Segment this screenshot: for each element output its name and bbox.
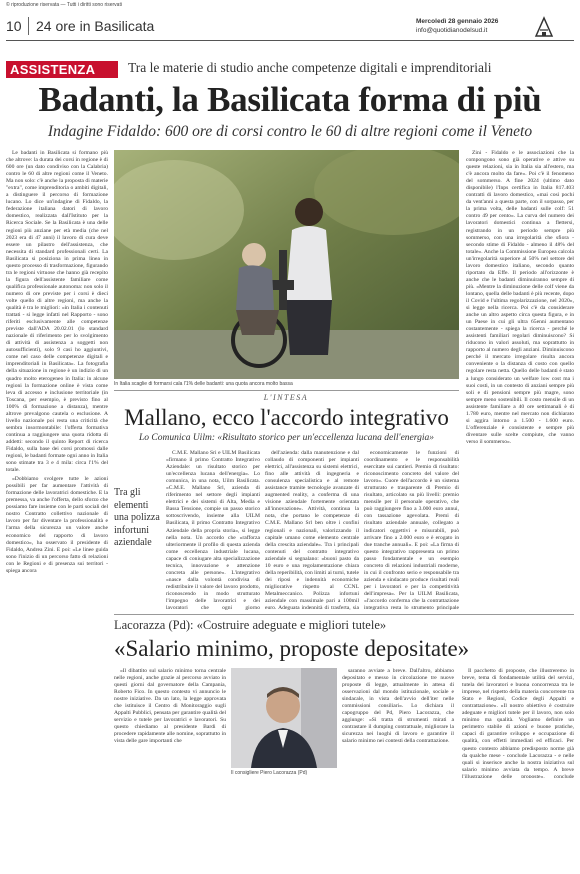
salario-top-rule xyxy=(114,614,574,615)
topic-badge-label: ASSISTENZA xyxy=(10,62,96,77)
main-article-col1 xyxy=(6,150,108,615)
masthead xyxy=(6,14,574,54)
salario-headline: «Salario minimo, proposte depositate» xyxy=(114,636,470,661)
intesa-col3-text: economicamente le funzioni di coordinamento e le responsabilità esercitate sui cantieri. Premio di risultato: riconoscimento concreto del valore del lavoro». Cuore dell'accordo è un sistema strutturato e trasparente di Premio di risultato, articolato su più livelli: premio mensile per il personale operativo, che può raggiungere fino a 3.000 euro annui, con tassazione agevolata. Premi di risultato aziendale annuale, collegato a indicatori oggettivi e misurabili, può arrivare fino a 2.000 euro e è erogato in due tranche annuali». E poi: «La firma di questo integrativo rappresenta un primo passo fondamentale e un esempio concreto di relazioni industriali moderne, in cui il confronto serio e responsabile tra azienda e sindacato produce risultati reali per i lavoratori e per la competitività dell'impresa». Per la UILM Basilicata, «l'accordo conferma che la contrattazione integrativa resta lo strumento principale xyxy=(364,450,459,610)
page-number: 10 xyxy=(6,18,22,34)
intesa-col1 xyxy=(166,450,260,610)
salario-col2 xyxy=(342,668,454,778)
newspaper-logo-icon xyxy=(534,16,554,43)
main-photo xyxy=(114,150,459,379)
section-title: 24 ore in Basilicata xyxy=(36,18,155,34)
intesa-headline: Mallano, ecco l'accordo integrativo xyxy=(124,405,449,430)
topic-badge xyxy=(6,61,118,78)
salario-kicker: Lacorazza (Pd): «Costruire adeguate e migliori tutele» xyxy=(114,618,387,632)
masthead-divider xyxy=(28,17,29,35)
copyright-line: © riproduzione riservata — Tutti i diritti sono riservati xyxy=(6,2,122,8)
salario-col1 xyxy=(114,668,226,778)
main-article-para2: «Dobbiamo svolgere tutte le azioni possibili per far aumentare l'attività di formazione delle lavoratrici domestiche. E la premessa, va anche l'offerta, dello sforzo che possiamo fare insieme con le parti sociali del nostro Contratto collettivo nazionale di lavoro per far diventare la professionalità e l'arma della sicurezza un valore anche economico del rapporto di lavoro domestico», ha osservato il presidente di Fidaldo, Andrea Zini. E poi: «Le linee guida sono l'inizio di un percorso fatto di relazioni con le Regioni e di presenza sui territori - spiega ancora xyxy=(6,476,108,574)
intesa-top-rule xyxy=(114,390,459,391)
salario-photo xyxy=(231,668,337,768)
intesa-col1-text: C.M.E. Mallano Sri e UILM Basilicata «firmano il primo Contratto Integrativo Aziendale: un risultato storico per un'eccellenza lucana dell'energia». Lo comunica, in una nota, Uilm Basilicata. «C.M.E. Mallano Srl, azienda di riferimento nel settore degli impianti elettrici e dei sistemi di Alta, Media e Bassa Tensione, compie un passo storico sottoscrivendo, insieme alla UILM Basilicata, il primo Contratto Integrativo Aziendale della propria storia», si legge nella nota. Un accordo che «rafforza ulteriormente il profilo di questa azienda come eccellenza industriale lucana, capace di coniugare alta specializzazione tecnica, innovazione e attenzione concreta alle persone». L'integrativo «nasce dalla volontà condivisa di redistribuire il valore del lavoro prodotto, riconoscendo in modo strutturato l'impegno delle lavoratrici e dei lavoratori che ogni giorno xyxy=(166,450,260,610)
salario-photo-caption: Il consigliere Piero Lacorazza (Pd) xyxy=(231,770,308,776)
intesa-col2-text: dell'azienda: dalla manutenzione e dal collaudo di componenti per impianti elettrici, all'assistenza su sistemi elettrici, fino alle attività di ingegneria e consulenza specialistica e al remote assistance tramite tecnologie avanzate di augmented reality, a conferma di una visione aziendale fortemente orientata all'innovazione». Attività, continua la nota, che portano le competenze di C.M.E. Mallano Srl ben oltre i confini regionali e nazionali, valorizzando il capitale umano come elemento centrale della crescita aziendale». Tra i principali contenuti del contratto integrativo aziendale si segnalano: «buoni pasto da 10 euro e una regolamentazione chiara della reperibilità, con limiti ai turni, tutele dei riposi e indennità economiche migliorative rispetto al CCNL Metalmeccanico. Polizza infortuni aziendale con massimale pari a 100mil euro. Adeguata indennità di trasferta, sia xyxy=(265,450,359,610)
issue-date: Mercoledì 28 gennaio 2026 xyxy=(416,18,499,25)
main-subheadline: Indagine Fidaldo: 600 ore di corsi contro le 60 di altre regioni come il Veneto xyxy=(47,123,533,140)
contact-email[interactable]: info@quotidianodelsud.it xyxy=(416,27,488,34)
masthead-rule xyxy=(6,40,574,41)
main-article-col1-continued xyxy=(6,615,108,775)
intesa-subheadline: Lo Comunica Uilm: «Risultato storico per un'eccellenza lucana dell'energia» xyxy=(138,433,434,443)
intesa-pull-quote: Tra gli elementi una polizza infortuni aziendale xyxy=(114,487,160,548)
intesa-col2 xyxy=(265,450,359,610)
salario-col3 xyxy=(462,668,574,778)
elderly-care-photo xyxy=(114,150,459,379)
main-headline: Badanti, la Basilicata forma di più xyxy=(38,80,542,119)
intesa-label: L'INTESA xyxy=(263,393,309,402)
salario-col3-text: Il pacchetto di proposte, che illustreremo in breve, tema di fondamentale utilità del servizi, tutela dei lavoratori e buona concorrenza tra le imprese, nel rispetto della materia concorrente tra Stato e Regioni, Codice degli Appalti e contrattazione». «Il nostro obiettivo è costruire adeguate e migliori tutele per il lavoro, non solo minimo ma qualità. Vogliamo definire un perimetro stabile di azioni e buone pratiche, capaci di garantire sviluppo e occupazione di qualità, con effetti immediati ed efficaci. Per questo contesto abbiamo predisposto norme già da qualche mese - conclude Lacorazza - e nelle quali si inserisce anche la nostra iniziativa sul salario minimo avviata da tempo. A breve l'illustrazione delle proposte», conclude xyxy=(462,668,574,778)
main-photo-caption: In Italia scaglie di formarsi cala l'1% delle badanti: una quota ancora molto bassa xyxy=(114,381,293,387)
salario-col2-text: saranno avviate a breve. Dall'altro, abbiamo depositato e messo in circolazione tre nuove proposte di legge, attualmente in attesa di osservazioni dal mondo istituzionale, sociale e sindacale, in vista dell'avvio dell'iter nelle commissioni consiliari». Lo dichiara il capogruppo del Pd, Piero Lacorazza, che aggiunge: «Si tratta di strumenti mirati a contrastare il dumping contrattuale, migliorare la sicurezza nei luoghi di lavoro e garantire il salario minimo nei contesti della contrattazione. xyxy=(342,668,454,745)
politician-portrait-photo xyxy=(231,668,337,768)
page-bottom-margin xyxy=(0,780,580,874)
main-article-para1: Le badanti in Basilicata si formano più che altrove: la durata dei corsi in regione è di 600 ore (un dato condiviso con la Calabria) contro le 60 di altre regioni come il Veneto. Ma non solo: c'è anche la proposta di materie "extra", come imprenditoria o ambiti digitali, a distinguere il percorso di formazione lucano. Lo dice un'indagine di Fidaldo, la federazione italiana datori di lavoro domestico, realizzata dall'Istituto per la Ricerca Sociale. Se la Basilicata è una delle regioni più anziane per età media (che nel 2023 era di 47 anni) il lavoro di cura deve essere un pilastro dell'assistenza, che necessita di standard professionali certi. La Basilicata si posiziona in prima linea in questo processo di trasformazione, figurando tra le regioni virtuose che hanno già recepito la figura dell'assistente familiare come qualifica professionale autonoma: non solo il numero di ore previste per i corsi è dieci volte quello di altre regioni, ma anche la qualità è tra le migliori: «in Italia i contenuti trattati - si legge infatti nel Rapporto - sono riferiti esclusivamente alle competenze previste dall'ADA 20.02.01 (lo standard nazionale di riferimento per lo svolgimento di attività di assistenza a soggetti non autosufficienti), solo 9 casi ho aggiuntivi, come nel caso delle competenze digitali e imprenditoriali in Basilicata». La fotografia della situazione in regione è un indizio di un quadro molto eterogeneo in Italia: in alcune regioni la formazione online è vista come leva di accesso e inclusione territoriale (in Toscana, per esempio, è previsto fino al 100% di formazione a distanza), mentre altrove prevalgono cautela o esclusione. A livello nazionale poi resta una criticità che sembra insormontabile: l'offerta formativa continua a raggiungere una quota ridotta di addetti: secondo il quinto Report di ricerca Fidaldo, sulla base dei corsi promossi dalle regioni, le badanti formate ogni anno in Italia sono stimate tra 3 e 4 mila: circa l'1% del totale. xyxy=(6,150,108,474)
salario-col1-text: «Il dibattito sul salario minimo torna centrale nelle regioni, anche grazie al percorso avviato in questi giorni dal governatore della Campania, Roberto Fico. In questo contesto vi annuncio le nostre iniziative. Da un lato, la legge approvata che istituisce il Centro di Monitoraggio sugli Appalti Pubblici, pensata per garantire qualità del servizio e tutele per lavoratrici e lavoratori. Su questo chiediamo al presidente Bardi di procedere rapidamente alle nomine, soprattutto in vista delle gare importanti che xyxy=(114,668,226,745)
intesa-col3 xyxy=(364,450,459,610)
main-article-col3-text: Zini - Fidaldo e le associazioni che la compongono sono già operative e attive su queste relazioni, sia in Italia sia all'estero, ma c'è ancora molto da fare». Poi c'è il fenomeno del sommerso. A fine 2024 (ultimo dato disponibile) l'Inps certifica in Italia 817.403 contratti di lavoro domestico, «mai così pochi da vent'anni a questa parte, con il sorpasso, per la prima volta, delle badanti sulle colf: 51 contro 49 per cento». La curva del numero dei lavoratori domestici continua a flettersi, registrando in un periodo sempre più sommerso, con una irregolarità che sfiora - secondo stime di Fidaldo - almeno il 48% del totale». Anche la Commissione Europea calcola un'irregolarità superiore al 50% nel settore del lavoro domestico italiano, secondo quanto riportato da Effe. Il periodo all'orizzonte è anche che le badanti diminuiranno sempre di più. «Mentre la diminuzione delle colf viene da lontano, quella delle badanti è più recente, dopo il Covid e l'ultima regolarizzazione, nel 2020», si legge nella ricerca. Poi c'è da considerare anche un altro aspetto circa questa figura, e in un Paese in cui gli ultra 65enni aumentano costantemente - spiega la ricerca - perché le assistenti familiari regolari diminuiscono? Si riducono in valori assoluti, ma soprattutto in rapporto al numero degli anziani. Diminuiscono perché il mercato irregolare risulta ancora conveniente o la distanza di costo con quello regolare resta netta. Quello delle badanti è stato a lungo considerato un welfare low cost ma i suoi costi, in un contesto di anziani sempre più soli e di pensioni sempre più magre, sono sempre meno sostenibili. Il costo mensile di un assistente familiare a 40 ore settimanali è di 1.780 euro, mentre nel mercato non dichiarato si aggira intorno a 1.500 - 1.600 euro. L'offerenziale è consistente e sempre più diventare sulle scelte compiute, che vanno verso il sommerso». xyxy=(466,150,574,445)
topic-kicker: Tra le materie di studio anche competenze digitali e imprenditoriali xyxy=(128,60,492,75)
